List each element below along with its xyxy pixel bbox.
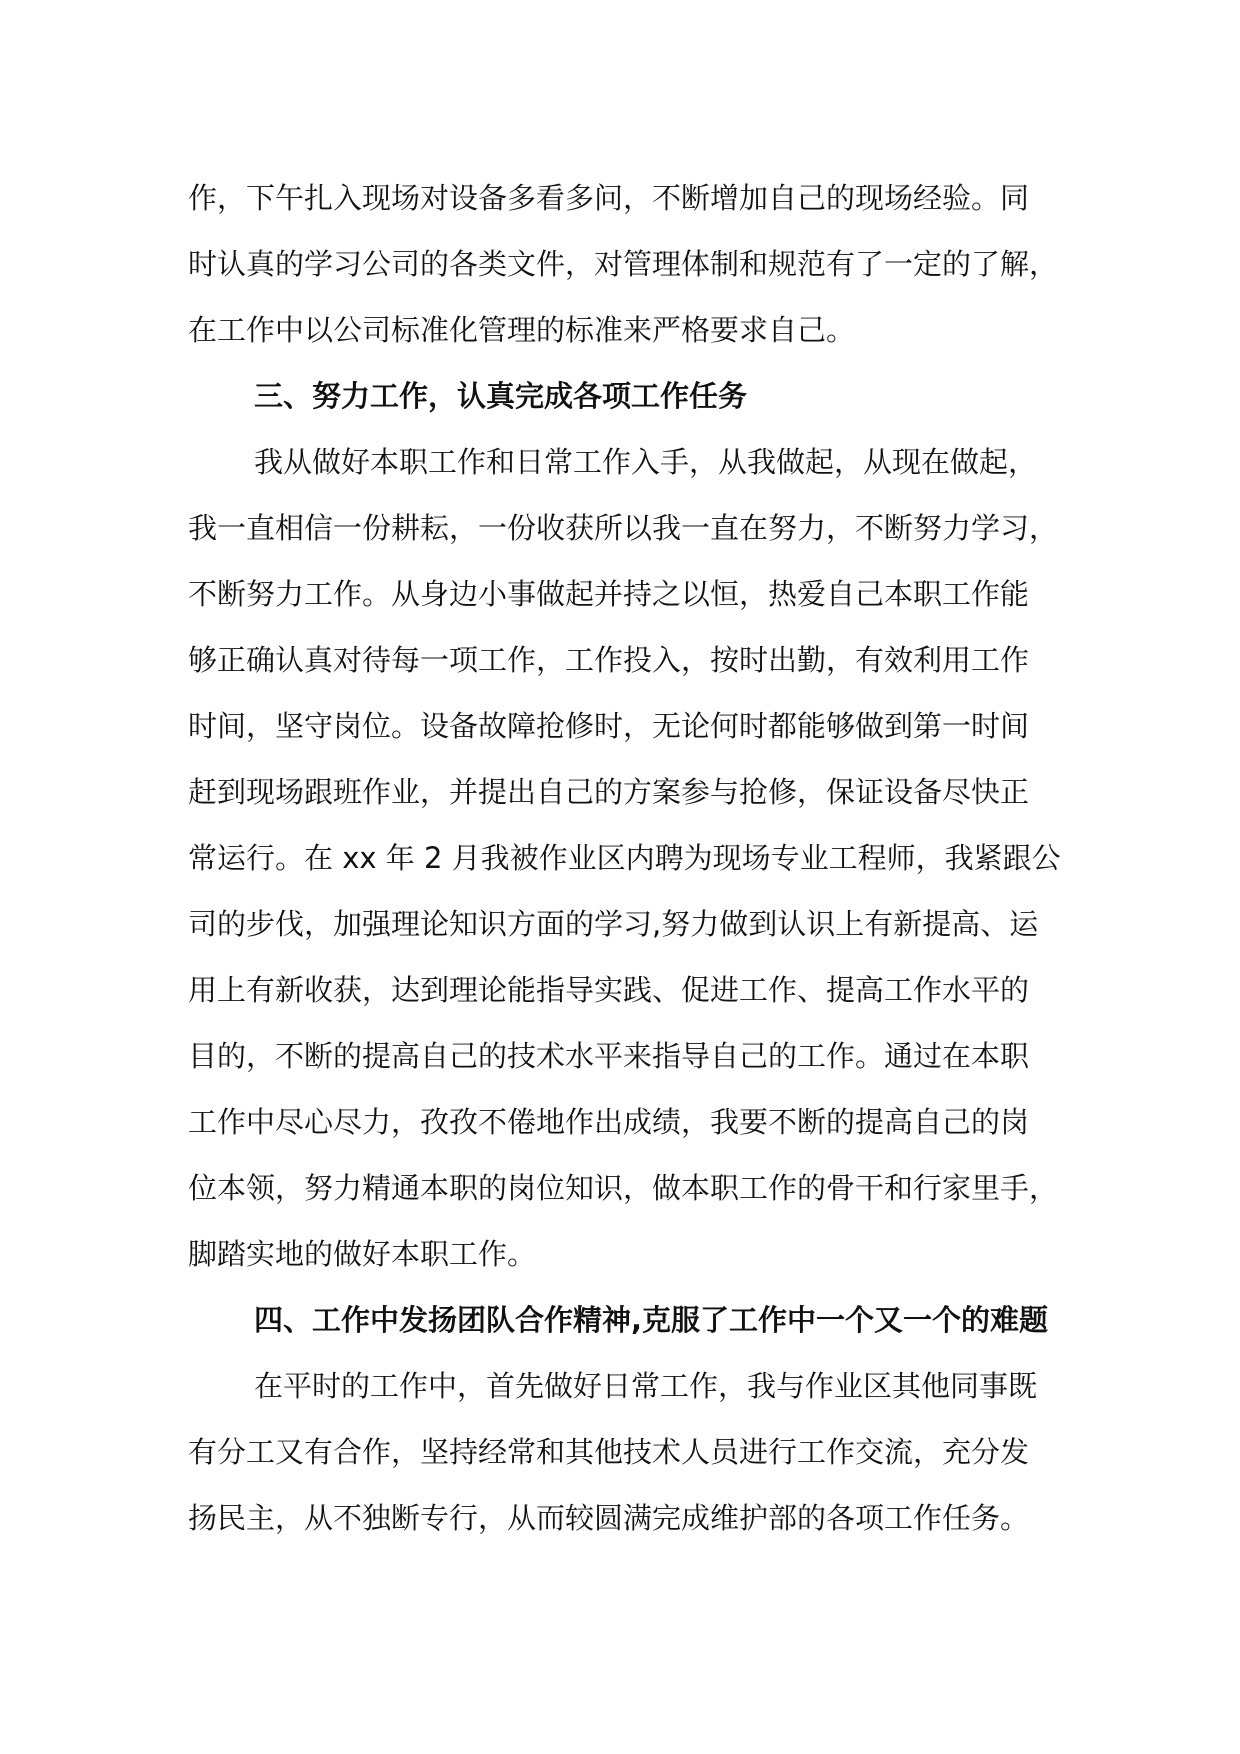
paragraph-2-line-11: 工作中尽心尽力，孜孜不倦地作出成绩，我要不断的提高自己的岗 xyxy=(188,1105,1030,1139)
paragraph-2-line-10: 目的，不断的提高自己的技术水平来指导自己的工作。通过在本职 xyxy=(188,1039,1030,1073)
paragraph-2-line-13: 脚踏实地的做好本职工作。 xyxy=(188,1237,537,1271)
paragraph-2-line-6: 赶到现场跟班作业，并提出自己的方案参与抢修，保证设备尽快正 xyxy=(188,775,1030,809)
paragraph-1-line-3: 在工作中以公司标准化管理的标准来严格要求自己。 xyxy=(188,313,856,347)
section-heading-3: 三、努力工作，认真完成各项工作任务 xyxy=(254,379,748,413)
paragraph-2-line-12: 位本领，努力精通本职的岗位知识，做本职工作的骨干和行家里手， xyxy=(188,1171,1059,1205)
paragraph-3-line-3: 扬民主，从不独断专行，从而较圆满完成维护部的各项工作任务。 xyxy=(188,1501,1030,1535)
paragraph-2-line-3: 不断努力工作。从身边小事做起并持之以恒，热爱自己本职工作能 xyxy=(188,577,1030,611)
paragraph-2-line-5: 时间，坚守岗位。设备故障抢修时，无论何时都能够做到第一时间 xyxy=(188,709,1030,743)
paragraph-2-line-9: 用上有新收获，达到理论能指导实践、促进工作、提高工作水平的 xyxy=(188,973,1030,1007)
paragraph-3-line-1: 在平时的工作中，首先做好日常工作，我与作业区其他同事既 xyxy=(254,1369,1038,1403)
paragraph-1-line-1: 作，下午扎入现场对设备多看多问，不断增加自己的现场经验。同 xyxy=(188,181,1030,215)
paragraph-1-line-2: 时认真的学习公司的各类文件，对管理体制和规范有了一定的了解， xyxy=(188,247,1059,281)
paragraph-2-line-4: 够正确认真对待每一项工作，工作投入，按时出勤，有效利用工作 xyxy=(188,643,1030,677)
paragraph-2-line-8: 司的步伐，加强理论知识方面的学习,努力做到认识上有新提高、运 xyxy=(188,907,1039,941)
paragraph-3-line-2: 有分工又有合作，坚持经常和其他技术人员进行工作交流，充分发 xyxy=(188,1435,1030,1469)
paragraph-2-line-7: 常运行。在 xx 年 2 月我被作业区内聘为现场专业工程师，我紧跟公 xyxy=(188,841,1061,875)
section-heading-4: 四、工作中发扬团队合作精神,克服了工作中一个又一个的难题 xyxy=(254,1303,1049,1337)
paragraph-2-line-2: 我一直相信一份耕耘，一份收获所以我一直在努力，不断努力学习， xyxy=(188,511,1059,545)
paragraph-2-line-1: 我从做好本职工作和日常工作入手，从我做起，从现在做起， xyxy=(254,445,1038,479)
